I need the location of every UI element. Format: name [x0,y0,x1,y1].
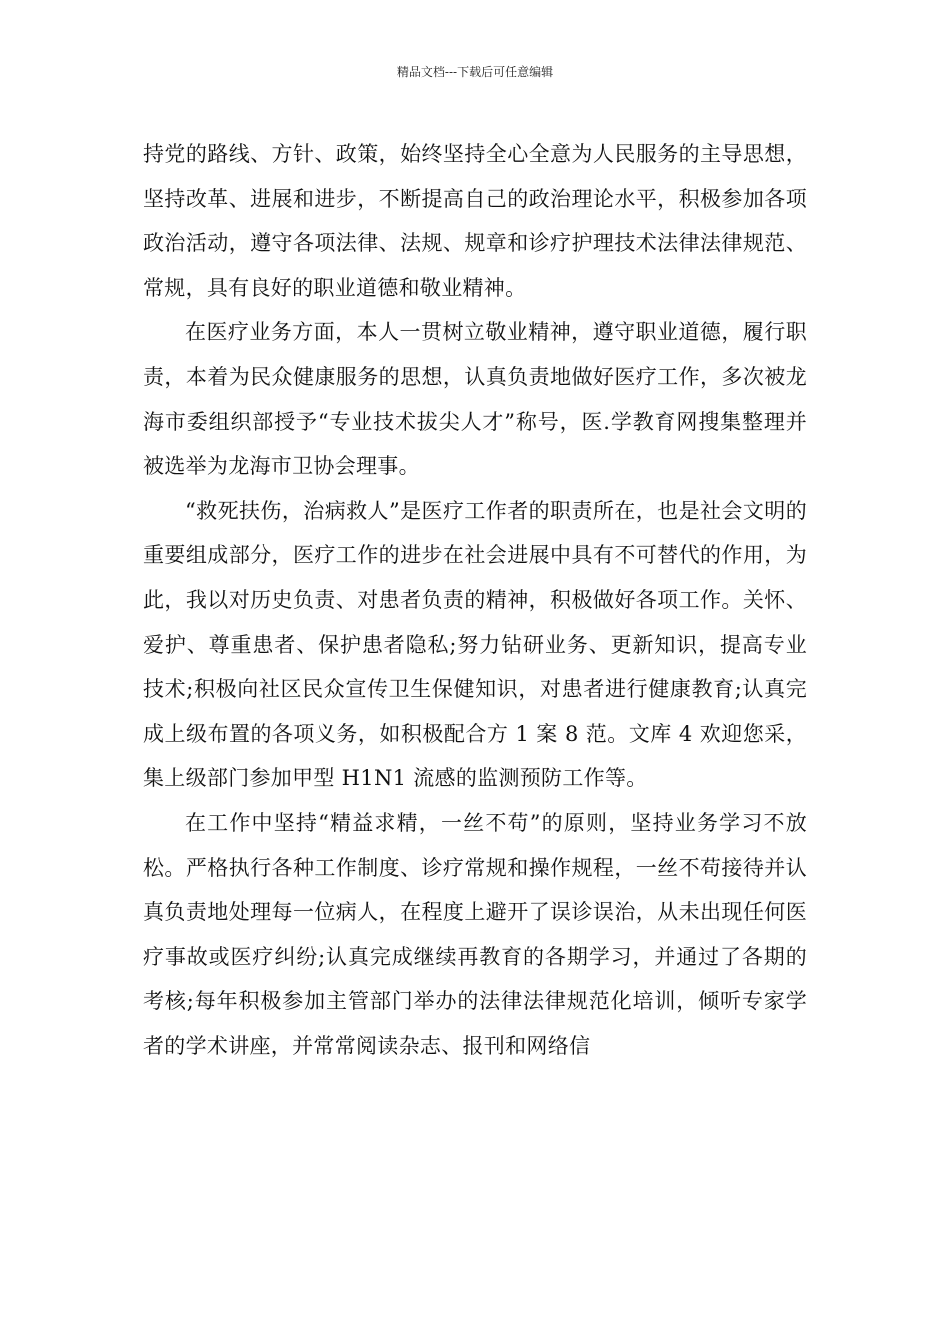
paragraph-continued: 持党的路线、方针、政策，始终坚持全心全意为人民服务的主导思想，坚持改革、进展和进步，不断提高自己的政治理论水平，积极参加各项政治活动，遵守各项法律、法规、规章和诊疗护理技术法律法律规范、常规，具有良好的职业道德和敬业精神。 [143,142,807,300]
document-body [143,132,807,1068]
paragraph-principles: 在工作中坚持“精益求精，一丝不苟”的原则，坚持业务学习不放松。严格执行各种工作制度、诊疗常规和操作规程，一丝不苟接待并认真负责地处理每一位病人，在程度上避开了误诊误治，从未出现任何医疗事故或医疗纠纷;认真完成继续再教育的各期学习，并通过了各期的考核;每年积极参加主管部门举办的法律法律规范化培训，倾听专家学者的学术讲座，并常常阅读杂志、报刊和网络信 [143,810,807,1058]
paragraph-duty: “救死扶伤，治病救人”是医疗工作者的职责所在，也是社会文明的重要组成部分，医疗工作的进步在社会进展中具有不可替代的作用，为此，我以对历史负责、对患者负责的精神，积极做好各项工作。关怀、爱护、尊重患者、保护患者隐私;努力钻研业务、更新知识，提高专业技术;积极向社区民众宣传卫生保健知识，对患者进行健康教育;认真完成上级布置的各项义务，如积极配合方 1 案 8 范。文库 4 欢迎您采，集上级部门参加甲型 H1N1 流感的监测预防工作等。 [143,498,807,791]
paragraph-medical-work: 在医疗业务方面，本人一贯树立敬业精神，遵守职业道德，履行职责，本着为民众健康服务的思想，认真负责地做好医疗工作，多次被龙海市委组织部授予“专业技术拔尖人才”称号，医.学教育网搜集整理并被选举为龙海市卫协会理事。 [143,320,807,479]
page-header: 精品文档---下载后可任意编辑 [396,65,554,79]
